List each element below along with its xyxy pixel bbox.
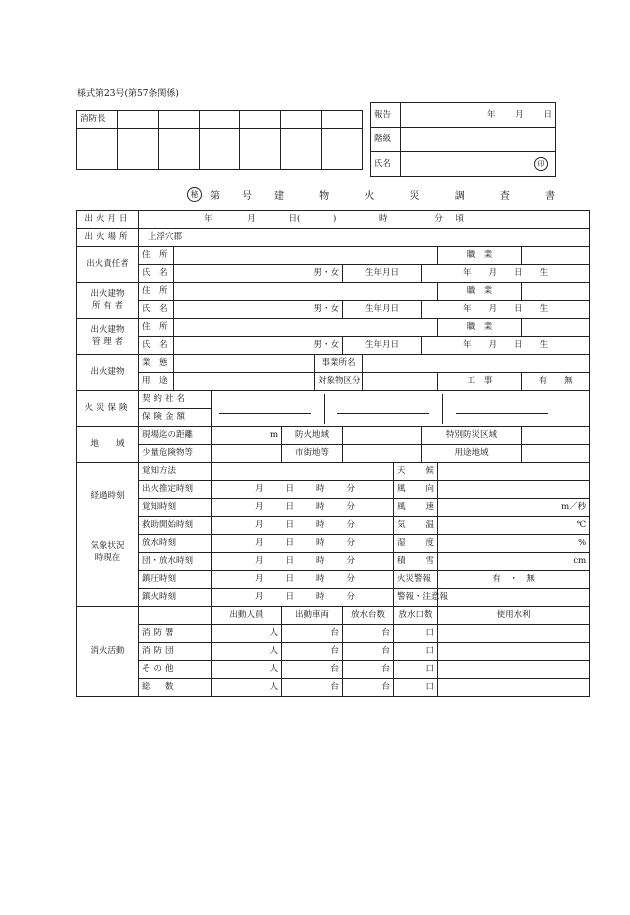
firefight-water [438,625,590,643]
timeline-value: 月 日 時 分 [212,517,394,535]
address-value [174,247,438,265]
name-value [401,152,556,177]
stamp-cell [158,111,199,129]
special-zone-value [522,427,590,445]
report-date: 年 月 日 [401,103,556,128]
firefight-header: 出動人員 [212,607,282,625]
company-label: 契約社名 [139,391,212,409]
use-value [174,373,315,391]
firefight-person: 人 [212,643,282,661]
stamp-cell [322,129,363,170]
occupation-value [522,283,590,301]
firefight-pump: 台 [343,625,394,643]
firefight-header: 放水口数 [394,607,438,625]
insurance-label: 火災保険 [77,391,139,427]
name-field-label: 氏 名 [139,265,174,283]
manager-label: 出火建物 管 理 者 [77,319,139,355]
firefight-header: 放水台数 [343,607,394,625]
timeline-value: 月 日 時 分 [212,571,394,589]
hazmat-label: 少量危険物等 [139,445,212,463]
weather-value [438,589,590,607]
rank-label: 階級 [371,128,401,152]
birth-label: 生年月日 [343,301,422,319]
birth-value: 年 月 日 生 [422,301,590,319]
firefight-vehicle: 台 [282,643,343,661]
firefight-header: 出動車両 [282,607,343,625]
address-value [174,319,438,337]
business-label: 業 態 [139,355,174,373]
birth-label: 生年月日 [343,265,422,283]
area-label: 地 域 [77,427,139,463]
weather-value [438,463,590,481]
timeline-value: 月 日 時 分 [212,481,394,499]
weather-item: 天 候 [394,463,438,481]
weather-item: 警報・注意報 [394,589,438,607]
use-label: 用 途 [139,373,174,391]
timeline-value: 月 日 時 分 [212,589,394,607]
report-box [370,102,556,177]
building-label: 出火建物 [77,355,139,391]
timeline-value [212,463,394,481]
firefight-vehicle: 台 [282,661,343,679]
office-value [363,355,590,373]
firefight-person: 人 [212,625,282,643]
stamp-cell [199,111,240,129]
firefight-person: 人 [212,661,282,679]
fire-date-value: 年 月 日( ) 時 分 頃 [139,211,590,229]
stamp-cell [158,129,199,170]
use-zone-label: 用途地域 [422,445,522,463]
stamp-cell [199,129,240,170]
target-value [363,373,438,391]
sex-value: 男・女 [174,337,343,355]
construction-value: 有 無 [522,373,590,391]
special-zone-label: 特別防災区域 [422,427,522,445]
birth-label: 生年月日 [343,337,422,355]
weather-value: cm [438,553,590,571]
construction-label: 工 事 [438,373,522,391]
business-value [174,355,315,373]
weather-value: ℃ [438,517,590,535]
firefight-vehicle: 台 [282,679,343,697]
city-label: 市街地等 [282,445,343,463]
firefight-row-label: その他 [139,661,212,679]
timeline-item: 出火推定時刻 [139,481,212,499]
fire-place-value: 上浮穴郡 [139,229,590,247]
report-label: 報告 [371,103,401,128]
firefight-nozzle: 口 [394,625,438,643]
fire-zone-value [343,427,422,445]
birth-value: 年 月 日 生 [422,337,590,355]
timeline-item: 救助開始時刻 [139,517,212,535]
form-id: 様式第23号(第57条関係) [77,89,179,99]
occupation-value [522,319,590,337]
weather-item: 湿 度 [394,535,438,553]
document-title: 秘 第 号 建 物 火 災 調 査 書 [187,187,571,202]
firefight-row-label: 消防団 [139,643,212,661]
distance-label: 現場迄の距離 [139,427,212,445]
secret-icon: 秘 [187,187,202,202]
weather-value: % [438,535,590,553]
chief-label: 消防長 [77,111,118,129]
timeline-item: 鎮圧時刻 [139,571,212,589]
timeline-value: 月 日 時 分 [212,535,394,553]
weather-value [438,481,590,499]
firefight-person: 人 [212,679,282,697]
firefight-nozzle: 口 [394,661,438,679]
fire-date-label: 出火月日 [77,211,139,229]
stamp-cell [281,129,322,170]
occupation-label: 職 業 [438,247,522,265]
occupation-value [522,247,590,265]
seal-icon: 印 [534,157,548,171]
stamp-cell [118,129,159,170]
weather-item: 火災警報 [394,571,438,589]
firefight-vehicle: 台 [282,625,343,643]
occupation-label: 職 業 [438,283,522,301]
timeline-value: 月 日 時 分 [212,553,394,571]
firefight-nozzle: 口 [394,643,438,661]
firefight-pump: 台 [343,661,394,679]
firefight-row-label: 消防署 [139,625,212,643]
timeline-item: 団・放水時刻 [139,553,212,571]
timeline-item: 放水時刻 [139,535,212,553]
timeline-value: 月 日 時 分 [212,499,394,517]
name-field-label: 氏 名 [139,301,174,319]
weather-value: m／秒 [438,499,590,517]
firefight-row-label: 総 数 [139,679,212,697]
weather-item: 積 雪 [394,553,438,571]
stamp-cell [322,111,363,129]
weather-item: 風 向 [394,481,438,499]
timeline-item: 覚知方法 [139,463,212,481]
weather-item: 気 温 [394,517,438,535]
firefight-water [438,643,590,661]
stamp-cell [77,129,118,170]
address-label: 住 所 [139,319,174,337]
use-zone-value [522,445,590,463]
firefight-label: 消火活動 [77,607,139,697]
fire-report-table [76,210,590,697]
stamp-cell [281,111,322,129]
firefight-header: 使用水利 [438,607,590,625]
sex-value: 男・女 [174,301,343,319]
city-value [343,445,422,463]
firefight-pump: 台 [343,643,394,661]
target-label: 対象物区分 [315,373,363,391]
rank-value [401,128,556,152]
owner-label: 出火建物 所 有 者 [77,283,139,319]
sex-value: 男・女 [174,265,343,283]
name-field-label: 氏 名 [139,337,174,355]
fire-place-label: 出火場所 [77,229,139,247]
stamp-cell [240,111,281,129]
stamp-cell [240,129,281,170]
insurance-lines [212,391,590,427]
timeline-label: 経過時刻 気象状況 時現在 [77,463,139,607]
hazmat-value [212,445,282,463]
responsible-label: 出火責任者 [77,247,139,283]
address-label: 住 所 [139,283,174,301]
weather-value: 有 ・ 無 [438,571,590,589]
address-value [174,283,438,301]
birth-value: 年 月 日 生 [422,265,590,283]
fire-zone-label: 防火地域 [282,427,343,445]
name-label: 氏名 [371,152,401,177]
timeline-item: 覚知時刻 [139,499,212,517]
distance-value: m [212,427,282,445]
office-label: 事業所名 [315,355,363,373]
chief-stamp-table [76,110,363,170]
timeline-item: 鎮火時刻 [139,589,212,607]
title-text: 建 物 火 災 調 査 書 [274,191,572,202]
stamp-cell [118,111,159,129]
firefight-nozzle: 口 [394,679,438,697]
address-label: 住 所 [139,247,174,265]
weather-item: 風 速 [394,499,438,517]
firefight-pump: 台 [343,679,394,697]
firefight-water [438,679,590,697]
firefight-corner [139,607,212,625]
occupation-label: 職 業 [438,319,522,337]
amount-label: 保険金額 [139,409,212,427]
firefight-water [438,661,590,679]
